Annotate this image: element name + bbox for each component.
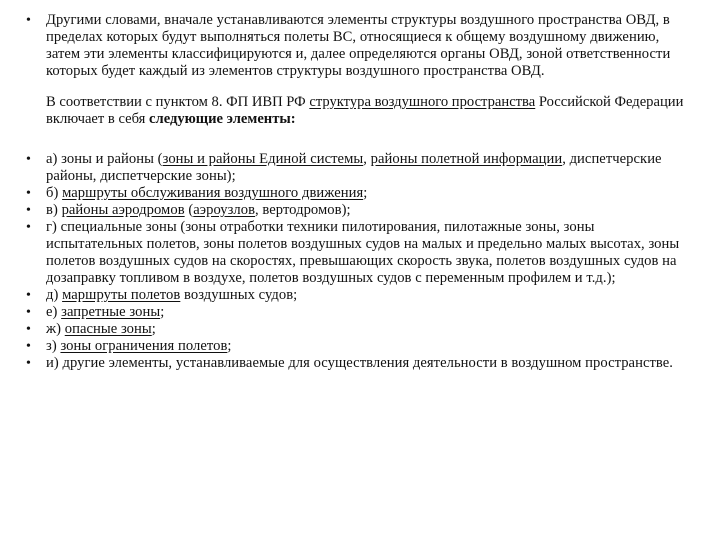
item-h-text-1: з) (46, 338, 61, 354)
link-flight-information-regions[interactable]: районы полетной информации (370, 151, 563, 167)
item-a-text-2: , (363, 151, 371, 167)
intro-bullet-item (26, 12, 690, 80)
item-g-text-2: ; (151, 321, 156, 337)
item-b-text-1: б) (46, 185, 63, 201)
item-a-text-1: а) зоны и районы ( (46, 151, 163, 167)
paragraph-text-1: В соответствии с пунктом 8. ФП ИВП РФ (46, 94, 310, 110)
bullet-icon: • (26, 186, 31, 201)
item-d-text: г) специальные зоны (зоны отработки техники пилотирования, пилотажные зоны, зоны испытательных полетов, зоны полетов воздушных судов на малых и предельно малых высотах, зоны полетов воздушных судов на скоростях, превышающих скорость звука, полетов воздушных судов на дозаправку топливом в воздухе, полетов воздушных судов с переменным профилем и т.д.); (46, 219, 680, 286)
list-item-a (26, 151, 690, 185)
bullet-icon: • (26, 305, 31, 320)
item-g-text-1: ж) (46, 321, 65, 337)
item-h-text-2: ; (227, 338, 232, 354)
link-restricted-zones[interactable]: зоны ограничения полетов (60, 338, 228, 354)
paragraph-bold-text: следующие элементы (149, 111, 291, 127)
link-ats-routes[interactable]: маршруты обслуживания воздушного движения (62, 185, 364, 201)
item-i-text: и) другие элементы, устанавливаемые для осуществления деятельности в воздушном пространстве. (46, 355, 673, 371)
list-item-b (26, 185, 690, 202)
item-c-text-3: , вертодромов); (255, 202, 351, 218)
link-danger-zones[interactable]: опасные зоны (64, 321, 152, 337)
link-aerodrome-areas[interactable]: районы аэродромов (61, 202, 185, 218)
list-item-g (26, 321, 690, 338)
item-c-text-2: ( (184, 202, 194, 218)
item-b-text-2: ; (363, 185, 368, 201)
bullet-icon: • (26, 13, 31, 28)
list-item-e (26, 287, 690, 304)
item-a-text-3: , диспетчерские районы, диспетчерские зоны); (46, 151, 662, 184)
structure-paragraph (26, 94, 690, 128)
item-c-text-1: в) (46, 202, 62, 218)
item-e-text-2: воздушных судов; (180, 287, 298, 303)
bullet-icon: • (26, 220, 31, 235)
bullet-icon: • (26, 339, 31, 354)
item-e-text-1: д) (46, 287, 63, 303)
list-item-h (26, 338, 690, 355)
link-aerodrome-hubs[interactable]: аэроузлов (193, 202, 256, 218)
paragraph-colon: : (290, 111, 296, 127)
bullet-icon: • (26, 203, 31, 218)
link-unified-system-zones[interactable]: зоны и районы Единой системы (162, 151, 364, 167)
bullet-icon: • (26, 356, 31, 371)
link-flight-routes[interactable]: маршруты полетов (62, 287, 181, 303)
list-item-d (26, 219, 690, 287)
bullet-icon: • (26, 288, 31, 303)
item-f-text-2: ; (160, 304, 165, 320)
link-airspace-structure[interactable]: структура воздушного пространства (309, 94, 536, 110)
link-prohibited-zones[interactable]: запретные зоны (61, 304, 161, 320)
list-item-c (26, 202, 690, 219)
paragraph-text-2: Российской Федерации включает в себя (46, 94, 684, 127)
bullet-icon: • (26, 322, 31, 337)
intro-text: Другими словами, вначале устанавливаются элементы структуры воздушного пространства ОВД, в пределах которых будут выполняться полеты ВС, относящиеся к общему воздушному движению, затем эти элементы классифицируются и, далее определяются органы ОВД, зоной ответственности которых будет каждый из элементов структуры воздушного пространства ОВД. (46, 12, 671, 79)
list-item-i (26, 355, 690, 372)
list-item-f (26, 304, 690, 321)
item-f-text-1: е) (46, 304, 62, 320)
bullet-icon: • (26, 152, 31, 167)
